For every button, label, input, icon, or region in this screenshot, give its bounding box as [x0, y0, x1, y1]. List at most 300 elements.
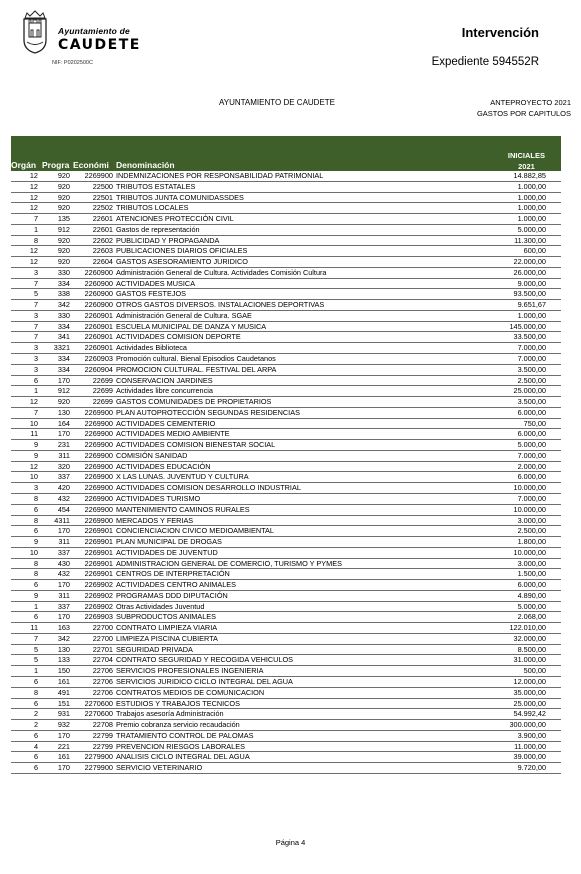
- cell-organico: 3: [33, 310, 38, 320]
- cell-denominacion: Promoción cultural. Bienal Episodios Caudetanos: [116, 354, 276, 364]
- cell-importe: 6.000,00: [517, 580, 546, 590]
- cell-importe: 6.000,00: [517, 429, 546, 439]
- cell-denominacion: PLAN AUTOPROTECCIÓN SEGUNDAS RESIDENCIAS: [116, 407, 300, 417]
- cell-importe: 10.000,00: [513, 504, 546, 514]
- cell-economico: 2279900: [84, 752, 113, 762]
- cell-denominacion: Actividades libre concurrencia: [116, 386, 213, 396]
- cell-importe: 1.500,00: [517, 569, 546, 579]
- cell-organico: 5: [33, 655, 38, 665]
- table-row: [11, 365, 561, 376]
- table-row: [11, 666, 561, 677]
- table-row: [11, 699, 561, 710]
- cell-organico: 7: [33, 407, 38, 417]
- cell-programa: 135: [57, 214, 70, 224]
- cell-denominacion: GASTOS FESTEJOS: [116, 289, 187, 299]
- cell-organico: 3: [33, 267, 38, 277]
- cell-economico: 2269900: [84, 493, 113, 503]
- table-row: [11, 429, 561, 440]
- cell-programa: 150: [57, 666, 70, 676]
- cell-importe: 1.000,00: [517, 310, 546, 320]
- table-row: [11, 203, 561, 214]
- cell-denominacion: ACTIVIDADES MUSICA: [116, 278, 196, 288]
- cell-programa: 912: [57, 224, 70, 234]
- cell-economico: 22501: [92, 192, 113, 202]
- cell-organico: 11: [30, 429, 38, 439]
- table-row: [11, 505, 561, 516]
- table-row: [11, 246, 561, 257]
- cell-programa: 170: [57, 612, 70, 622]
- cell-programa: 130: [57, 644, 70, 654]
- cell-economico: 2269902: [84, 580, 113, 590]
- table-row: [11, 451, 561, 462]
- cell-importe: 4.890,00: [517, 590, 546, 600]
- cell-organico: 2: [33, 709, 38, 719]
- col-header-iniciales: [508, 150, 545, 172]
- cell-organico: 9: [33, 590, 38, 600]
- cell-organico: 3: [33, 364, 38, 374]
- table-row: [11, 311, 561, 322]
- cell-programa: 932: [57, 720, 70, 730]
- cell-programa: 342: [57, 633, 70, 643]
- cell-denominacion: CONSERVACION JARDINES: [116, 375, 213, 385]
- cell-economico: 22502: [92, 203, 113, 213]
- cell-denominacion: CONTRATO LIMPIEZA VIARIA: [116, 623, 218, 633]
- cell-economico: 2269900: [84, 515, 113, 525]
- cell-importe: 7.000,00: [517, 354, 546, 364]
- cell-organico: 12: [29, 246, 38, 256]
- cell-organico: 2: [33, 720, 38, 730]
- cell-programa: 170: [57, 763, 70, 773]
- cell-importe: 32.000,00: [513, 633, 546, 643]
- cell-organico: 10: [29, 472, 38, 482]
- cell-denominacion: Premio cobranza servicio recaudación: [116, 720, 240, 730]
- cell-economico: 22604: [92, 257, 113, 267]
- cell-denominacion: ACTIVIDADES CENTRO ANIMALES: [116, 580, 237, 590]
- table-row: [11, 731, 561, 742]
- cell-programa: 151: [57, 698, 70, 708]
- cell-programa: 311: [58, 450, 70, 460]
- table-row: [11, 171, 561, 182]
- cell-denominacion: TRIBUTOS JUNTA COMUNIDASSDES: [116, 192, 244, 202]
- table-row: [11, 483, 561, 494]
- section-title: Intervención: [461, 25, 539, 40]
- table-row: [11, 236, 561, 247]
- cell-programa: 920: [57, 257, 70, 267]
- cell-denominacion: X LAS LUNAS. JUVENTUD Y CULTURA: [116, 472, 249, 482]
- table-row: [11, 386, 561, 397]
- cell-denominacion: GASTOS ASESORAMIENTO JURIDICO: [116, 257, 248, 267]
- table-row: [11, 688, 561, 699]
- cell-importe: 31.000,00: [513, 655, 546, 665]
- cell-denominacion: ACTIVIDADES EDUCACIÓN: [116, 461, 211, 471]
- cell-organico: 3: [33, 343, 38, 353]
- cell-economico: 2269901: [84, 547, 113, 557]
- cell-economico: 22701: [92, 644, 113, 654]
- cell-organico: 7: [33, 278, 38, 288]
- cell-economico: 2269902: [84, 590, 113, 600]
- cell-organico: 6: [33, 504, 38, 514]
- cell-denominacion: PUBLICACIONES DIARIOS OFICIALES: [116, 246, 248, 256]
- cell-importe: 11.000,00: [514, 741, 546, 751]
- cell-organico: 1: [33, 386, 38, 396]
- table-row: [11, 720, 561, 731]
- table-row: [11, 526, 561, 537]
- table-row: [11, 257, 561, 268]
- cell-organico: 8: [33, 493, 38, 503]
- cell-organico: 6: [33, 676, 38, 686]
- cell-organico: 12: [29, 181, 38, 191]
- cell-importe: 5.000,00: [517, 224, 546, 234]
- table-row: [11, 612, 561, 623]
- cell-programa: 432: [57, 569, 70, 579]
- cell-programa: 330: [57, 267, 70, 277]
- cell-importe: 35.000,00: [513, 687, 546, 697]
- cell-economico: 2269900: [84, 461, 113, 471]
- cell-economico: 22706: [92, 666, 113, 676]
- cell-economico: 2269900: [84, 171, 113, 180]
- cell-importe: 10.000,00: [513, 547, 546, 557]
- cell-importe: 3.500,00: [517, 397, 546, 407]
- cell-importe: 6.000,00: [517, 407, 546, 417]
- cell-organico: 1: [33, 224, 38, 234]
- cell-economico: 22706: [92, 687, 113, 697]
- col-header-iniciales-year: 2021: [518, 162, 535, 171]
- table-row: [11, 472, 561, 483]
- cell-economico: 2260901: [84, 343, 113, 353]
- org-name-line2: CAUDETE: [58, 37, 141, 53]
- cell-denominacion: PLAN MUNICIPAL DE DROGAS: [116, 537, 222, 547]
- nif-label: NIF: P0202500C: [52, 60, 93, 66]
- table-row: [11, 332, 561, 343]
- cell-importe: 39.000,00: [513, 752, 546, 762]
- cell-organico: 3: [33, 483, 38, 493]
- table-row: [11, 268, 561, 279]
- cell-economico: 2260901: [84, 321, 113, 331]
- cell-programa: 311: [58, 590, 70, 600]
- table-row: [11, 623, 561, 634]
- cell-importe: 10.000,00: [513, 483, 546, 493]
- cell-economico: 22706: [92, 676, 113, 686]
- cell-programa: 338: [57, 289, 70, 299]
- cell-organico: 6: [33, 763, 38, 773]
- cell-organico: 12: [29, 461, 38, 471]
- table-row: [11, 752, 561, 763]
- table-header: [11, 136, 561, 171]
- cell-programa: 454: [57, 504, 70, 514]
- cell-programa: 170: [57, 730, 70, 740]
- cell-importe: 2.068,00: [517, 612, 546, 622]
- cell-organico: 7: [33, 332, 38, 342]
- cell-programa: 330: [57, 310, 70, 320]
- cell-denominacion: COMISIÓN SANIDAD: [116, 450, 188, 460]
- cell-economico: 2260900: [84, 278, 113, 288]
- col-header-iniciales-label: INICIALES: [507, 151, 545, 160]
- cell-programa: 3321: [53, 343, 70, 353]
- cell-economico: 2269900: [84, 450, 113, 460]
- cell-importe: 9.000,00: [517, 278, 546, 288]
- cell-organico: 6: [33, 752, 38, 762]
- cell-economico: 2269900: [84, 483, 113, 493]
- cell-economico: 2260900: [84, 267, 113, 277]
- cell-programa: 337: [57, 472, 70, 482]
- cell-importe: 5.000,00: [517, 601, 546, 611]
- cell-programa: 4311: [54, 515, 70, 525]
- table-row: [11, 645, 561, 656]
- table-row: [11, 569, 561, 580]
- cell-economico: 22699: [92, 375, 113, 385]
- cell-importe: 25.000,00: [513, 698, 546, 708]
- cell-denominacion: SERVICIOS JURIDICO CICLO INTEGRAL DEL AGUA: [116, 676, 293, 686]
- cell-economico: 2269900: [84, 440, 113, 450]
- cell-programa: 170: [57, 375, 70, 385]
- table-row: [11, 279, 561, 290]
- cell-programa: 161: [57, 752, 70, 762]
- cell-denominacion: PROMOCION CULTURAL. FESTIVAL DEL ARPA: [116, 364, 277, 374]
- expediente-number: Expediente 594552R: [431, 56, 539, 68]
- cell-programa: 320: [57, 461, 70, 471]
- cell-organico: 10: [29, 547, 38, 557]
- cell-importe: 1.000,00: [517, 214, 546, 224]
- cell-economico: 2269900: [84, 407, 113, 417]
- table-row: [11, 462, 561, 473]
- cell-organico: 8: [33, 235, 38, 245]
- cell-importe: 145.000,00: [509, 321, 546, 331]
- cell-denominacion: TRIBUTOS ESTATALES: [116, 181, 196, 191]
- cell-programa: 920: [57, 246, 70, 256]
- cell-importe: 11.300,00: [514, 235, 546, 245]
- cell-organico: 6: [33, 375, 38, 385]
- cell-economico: 2269901: [84, 569, 113, 579]
- cell-importe: 93.500,00: [513, 289, 546, 299]
- cell-programa: 920: [57, 397, 70, 407]
- cell-economico: 2269900: [84, 472, 113, 482]
- cell-organico: 12: [29, 171, 38, 180]
- coat-of-arms-logo: [22, 10, 48, 54]
- cell-programa: 337: [57, 601, 70, 611]
- cell-denominacion: ESCUELA MUNICIPAL DE DANZA Y MUSICA: [116, 321, 267, 331]
- cell-programa: 341: [57, 332, 70, 342]
- cell-organico: 11: [30, 623, 38, 633]
- cell-programa: 170: [57, 429, 70, 439]
- cell-denominacion: LIMPIEZA PISCINA CUBIERTA: [116, 633, 218, 643]
- cell-organico: 12: [29, 203, 38, 213]
- cell-importe: 8.500,00: [517, 644, 546, 654]
- cell-importe: 600,00: [523, 246, 546, 256]
- col-header-programa: Progra: [42, 160, 70, 170]
- cell-organico: 7: [33, 300, 38, 310]
- table-row: [11, 289, 561, 300]
- cell-denominacion: PREVENCION RIESGOS LABORALES: [116, 741, 245, 751]
- cell-economico: 22601: [92, 214, 113, 224]
- cell-importe: 1.800,00: [517, 537, 546, 547]
- page-number: Página 4: [275, 838, 306, 847]
- cell-organico: 9: [33, 440, 38, 450]
- cell-programa: 432: [57, 493, 70, 503]
- cell-importe: 7.000,00: [517, 450, 546, 460]
- org-name-line1: Ayuntamiento de: [58, 26, 130, 36]
- cell-importe: 54.992,42: [513, 709, 546, 719]
- cell-denominacion: GASTOS COMUNIDADES DE PROPIETARIOS: [116, 397, 272, 407]
- cell-programa: 334: [57, 364, 70, 374]
- cell-economico: 2260901: [84, 332, 113, 342]
- table-row: [11, 440, 561, 451]
- cell-denominacion: ACTIVIDADES TURISMO: [116, 493, 201, 503]
- cell-denominacion: SERVICIO VETERINARIO: [116, 763, 203, 773]
- table-row: [11, 763, 561, 774]
- cell-economico: 2269901: [84, 526, 113, 536]
- cell-organico: 5: [33, 289, 38, 299]
- cell-economico: 22700: [92, 633, 113, 643]
- cell-programa: 161: [57, 676, 70, 686]
- cell-importe: 500,00: [523, 666, 546, 676]
- cell-economico: 22602: [92, 235, 113, 245]
- col-header-organico: Orgán: [11, 160, 37, 170]
- cell-denominacion: SERVICIOS PROFESIONALES INGENIERIA: [116, 666, 264, 676]
- cell-organico: 1: [33, 601, 38, 611]
- cell-organico: 12: [29, 192, 38, 202]
- cell-economico: 2269900: [84, 418, 113, 428]
- table-row: [11, 193, 561, 204]
- cell-organico: 3: [33, 354, 38, 364]
- cell-importe: 1.000,00: [517, 203, 546, 213]
- cell-programa: 491: [57, 687, 70, 697]
- cell-programa: 334: [57, 321, 70, 331]
- cell-importe: 25.000,00: [513, 386, 546, 396]
- table-row: [11, 580, 561, 591]
- cell-organico: 6: [33, 612, 38, 622]
- cell-organico: 4: [33, 741, 38, 751]
- table-row: [11, 602, 561, 613]
- cell-economico: 2269902: [84, 601, 113, 611]
- table-row: [11, 343, 561, 354]
- cell-programa: 920: [57, 203, 70, 213]
- table-row: [11, 182, 561, 193]
- cell-economico: 22603: [92, 246, 113, 256]
- cell-organico: 6: [33, 580, 38, 590]
- cell-economico: 2260901: [84, 310, 113, 320]
- cell-denominacion: TRATAMIENTO CONTROL DE PALOMAS: [116, 730, 254, 740]
- cell-denominacion: Trabajos asesoría Administración: [116, 709, 224, 719]
- table-row: [11, 494, 561, 505]
- cell-programa: 311: [58, 537, 70, 547]
- cell-importe: 3.000,00: [517, 515, 546, 525]
- cell-programa: 130: [57, 407, 70, 417]
- cell-denominacion: TRIBUTOS LOCALES: [116, 203, 189, 213]
- cell-programa: 164: [57, 418, 70, 428]
- cell-economico: 22500: [92, 181, 113, 191]
- cell-programa: 920: [57, 181, 70, 191]
- cell-economico: 22704: [92, 655, 113, 665]
- cell-economico: 2260904: [84, 364, 113, 374]
- cell-importe: 2.500,00: [517, 526, 546, 536]
- cell-denominacion: SUBPRODUCTOS ANIMALES: [116, 612, 217, 622]
- report-entity: AYUNTAMIENTO DE CAUDETE: [219, 98, 336, 107]
- report-title-line1: ANTEPROYECTO 2021: [490, 98, 571, 107]
- cell-programa: 163: [57, 623, 70, 633]
- cell-importe: 2.000,00: [517, 461, 546, 471]
- cell-denominacion: ADMINISTRACION GENERAL DE COMERCIO, TURISMO Y PYMES: [116, 558, 342, 568]
- cell-programa: 231: [57, 440, 70, 450]
- table-row: [11, 354, 561, 365]
- cell-organico: 9: [33, 537, 38, 547]
- cell-denominacion: MANTENIMIENTO CAMINOS RURALES: [116, 504, 250, 514]
- cell-programa: 430: [57, 558, 70, 568]
- cell-programa: 420: [57, 483, 70, 493]
- cell-importe: 3.500,00: [517, 364, 546, 374]
- cell-importe: 1.000,00: [517, 181, 546, 191]
- cell-programa: 334: [57, 278, 70, 288]
- cell-organico: 7: [33, 214, 38, 224]
- cell-economico: 22799: [92, 730, 113, 740]
- cell-programa: 133: [57, 655, 70, 665]
- cell-organico: 8: [33, 569, 38, 579]
- cell-importe: 750,00: [523, 418, 546, 428]
- table-row: [11, 634, 561, 645]
- cell-programa: 221: [57, 741, 70, 751]
- table-row: [11, 559, 561, 570]
- cell-denominacion: ACTIVIDADES DE JUVENTUD: [116, 547, 218, 557]
- cell-organico: 10: [29, 418, 38, 428]
- cell-importe: 7.000,00: [517, 493, 546, 503]
- cell-denominacion: Administración General de Cultura. SGAE: [116, 310, 252, 320]
- cell-denominacion: CONTRATOS MEDIOS DE COMUNICACION: [116, 687, 265, 697]
- cell-programa: 920: [57, 192, 70, 202]
- cell-economico: 2260900: [84, 300, 113, 310]
- cell-importe: 3.000,00: [517, 558, 546, 568]
- cell-denominacion: Actividades Biblioteca: [116, 343, 187, 353]
- cell-economico: 2269900: [84, 429, 113, 439]
- budget-table-body: [11, 171, 561, 774]
- cell-organico: 6: [33, 698, 38, 708]
- cell-programa: 920: [57, 171, 70, 180]
- cell-importe: 9.651,67: [517, 300, 546, 310]
- table-row: [11, 397, 561, 408]
- cell-programa: 334: [57, 354, 70, 364]
- cell-importe: 1.000,00: [517, 192, 546, 202]
- cell-economico: 22700: [92, 623, 113, 633]
- cell-denominacion: Otras Actividades Juventud: [116, 601, 205, 611]
- cell-economico: 22601: [92, 224, 113, 234]
- cell-denominacion: ATENCIONES PROTECCIÓN CIVIL: [116, 214, 234, 224]
- cell-importe: 33.500,00: [513, 332, 546, 342]
- cell-importe: 22.000,00: [513, 257, 546, 267]
- cell-organico: 12: [29, 397, 38, 407]
- cell-importe: 9.720,00: [517, 763, 546, 773]
- cell-importe: 14.882,85: [513, 171, 546, 180]
- table-row: [11, 225, 561, 236]
- cell-economico: 22708: [92, 720, 113, 730]
- report-title-line2: GASTOS POR CAPITULOS: [476, 109, 571, 118]
- cell-organico: 6: [33, 526, 38, 536]
- cell-economico: 2269903: [84, 612, 113, 622]
- cell-denominacion: CONCIENCIACION CIVICO MEDIOAMBIENTAL: [116, 526, 274, 536]
- cell-denominacion: ACTIVIDADES COMISION DESARROLLO INDUSTRIAL: [116, 483, 301, 493]
- cell-denominacion: ANALISIS CICLO INTEGRAL DEL AGUA: [116, 752, 250, 762]
- cell-economico: 2260903: [84, 354, 113, 364]
- cell-importe: 300.000,00: [509, 720, 546, 730]
- table-row: [11, 591, 561, 602]
- cell-organico: 6: [33, 730, 38, 740]
- table-row: [11, 419, 561, 430]
- cell-economico: 2279900: [84, 763, 113, 773]
- cell-economico: 22699: [92, 397, 113, 407]
- cell-programa: 912: [57, 386, 70, 396]
- cell-denominacion: Gastos de representación: [116, 224, 200, 234]
- col-header-economico: Económi: [73, 160, 109, 170]
- col-header-denominacion: Denominación: [116, 160, 175, 170]
- cell-denominacion: CONTRATO SEGURIDAD Y RECOGIDA VEHICULOS: [116, 655, 294, 665]
- cell-organico: 8: [33, 558, 38, 568]
